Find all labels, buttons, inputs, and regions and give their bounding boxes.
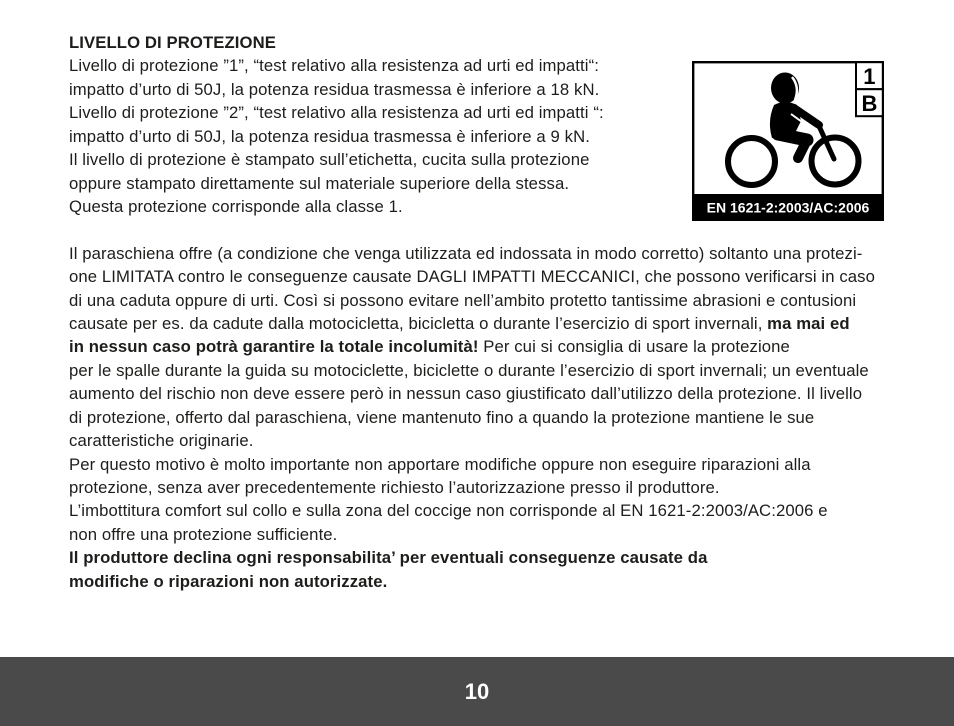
text-line: Livello di protezione ”2”, “test relativo alla resistenza ad urti ed impatti “: [69,103,604,123]
text-run: causate per es. da cadute dalla motocicletta, bicicletta o durante l’esercizio di sport invernali, [69,314,768,334]
protection-level-pictogram [692,61,884,221]
paragraph [69,453,919,500]
text-line: aumento del rischio non deve essere però in nessun caso giustificato dall’utilizzo della protezione. Il livello [69,384,863,404]
text-line: L’imbottitura comfort sul collo e sulla zona del coccige non corrisponde al EN 1621-2:2003/AC:2006 e [69,501,828,521]
text-line: Il paraschiena offre (a condizione che venga utilizzata ed indossata in modo corretto) soltanto una protezi- [69,243,863,263]
bold-text-run: in nessun caso potrà garantire la totale incolumità! [69,337,479,357]
paragraph [69,242,919,453]
text-line [69,546,919,569]
text-line: protezione, senza aver precedentemente richiesto l’autorizzazione presso il produttore. [69,478,720,498]
bold-text-run: Il produttore declina ogni responsabilita’ per eventuali conseguenze causate da [69,548,708,568]
text-line: di protezione, offerto dal paraschiena, viene mantenuto fino a quando la protezione mantiene le sue [69,407,815,427]
text-line: caratteristiche originarie. [69,431,254,451]
body-text [69,242,919,593]
bold-text-run: ma mai ed [767,314,850,334]
level-label-top: 1 [863,64,876,89]
level-label-bottom: B [861,91,878,116]
text-line: one LIMITATA contro le conseguenze causate DAGLI IMPATTI MECCANICI, che possono verificarsi in caso [69,267,875,287]
text-line: Questa protezione corrisponde alla classe 1. [69,196,403,216]
section-heading: LIVELLO DI PROTEZIONE [69,33,276,52]
text-line: per le spalle durante la guida su motociclette, biciclette o durante l’esercizio di sport invernali; un eventuale [69,360,869,380]
standard-label: EN 1621-2:2003/AC:2006 [706,199,870,216]
text-line: oppure stampato direttamente sul materiale superiore della stessa. [69,173,570,193]
text-line [69,570,919,593]
text-line: impatto d’urto di 50J, la potenza residua trasmessa è inferiore a 9 kN. [69,126,590,146]
page-number: 10 [464,679,490,704]
blank-line [69,218,919,241]
text-line: Per questo motivo è molto importante non apportare modifiche oppure non eseguire riparazioni alla [69,454,811,474]
text-line: di una caduta oppure di urti. Così si possono evitare nell’ambito protetto tantissime abrasioni e contusioni [69,290,857,310]
paragraph [69,499,919,546]
bold-text-run: modifiche o riparazioni non autorizzate. [69,571,388,591]
text-line: Livello di protezione ”1”, “test relativo alla resistenza ad urti ed impatti“: [69,56,599,76]
text-line: Il livello di protezione è stampato sull’etichetta, cucita sulla protezione [69,150,590,170]
text-line [69,335,919,358]
text-run: Per cui si consiglia di usare la protezione [478,337,790,357]
text-line [69,312,919,335]
text-line: impatto d’urto di 50J, la potenza residua trasmessa è inferiore a 18 kN. [69,79,600,99]
page-footer [0,657,954,726]
paragraph [69,546,919,593]
text-line: non offre una protezione sufficiente. [69,524,338,544]
